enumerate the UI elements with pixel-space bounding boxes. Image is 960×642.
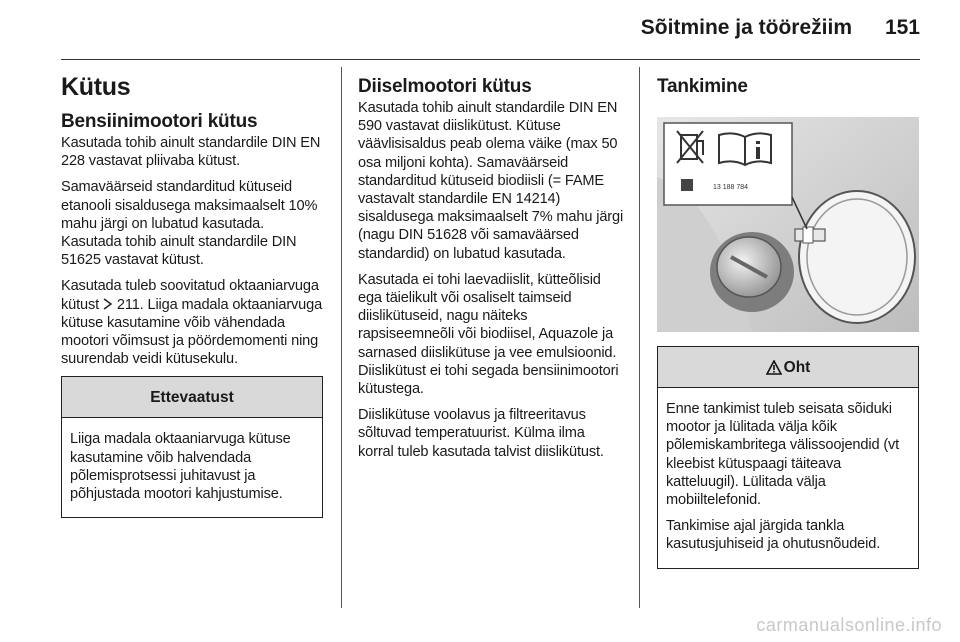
- warning-text: Enne tankimist tuleb seisata sõiduki mootor ja lülitada välja kõik põlemiskambritega välissoojendid (vt kleebist kütuspaagi täiteava katteluugil). Lülitada välja mobiiltelefonid.: [666, 401, 900, 509]
- caution-title: Ettevaatust: [62, 377, 322, 418]
- warning-box: [657, 346, 919, 569]
- paragraph-with-reference: [61, 277, 323, 368]
- column-3: [657, 64, 919, 569]
- paragraph-text: Kasutada tuleb soovitatud oktaaniarvuga kütust: [61, 278, 319, 313]
- running-header-title: Sõitmine ja töörežiim: [640, 16, 852, 39]
- paragraph: Kasutada ei tohi laevadiislit, kütteõlisid ega täielikult või osaliselt taimseid diislikütuseid, nagu näiteks rapsiseemneõli või biodiisel, Aquazole ja sarnased diislikütuse ja vee emulsioonid. Diislikütust ei tohi segada bensiinimootori kütustega.: [358, 271, 619, 398]
- section-title: Kütus: [61, 73, 131, 101]
- paragraph: Kasutada tohib ainult standardile DIN EN 228 vastavat pliivaba kütust.: [61, 135, 321, 170]
- column-1: [61, 64, 323, 518]
- page-reference-icon[interactable]: [103, 297, 113, 313]
- figure-label: 13 188 784: [713, 184, 749, 191]
- paragraph-text: 211. Liiga madala oktaaniarvuga kütuse kasutamine võib vähendada mootori võimsust ja pöördemomenti ning suurendab veidi kütusekulu.: [61, 296, 323, 368]
- warning-triangle-icon: [766, 350, 782, 391]
- subsection-title-petrol: Bensiinimootori kütus: [61, 111, 258, 132]
- page-number: 151: [884, 16, 920, 39]
- warning-title: Oht: [783, 359, 811, 376]
- header-rule: [61, 59, 920, 60]
- paragraph: Samaväärseid standarditud kütuseid etanooli sisaldusega maksimaalselt 10% mahu järgi on lubatud kasutada. Kasutada tohib ainult standardile DIN 51625 vastavat kütust.: [61, 179, 318, 269]
- warning-header: [658, 347, 918, 388]
- warning-text: Tankimise ajal järgida tankla kasutusjuhiseid ja ohutusnõudeid.: [666, 518, 881, 553]
- fuel-filler-flap-illustration: [657, 117, 919, 332]
- subsection-title-refuelling: Tankimine: [657, 76, 748, 97]
- paragraph: Diislikütuse voolavus ja filtreeritavus sõltuvad temperatuurist. Külma ilma korral tuleb kasutada talvist diislikütust.: [358, 407, 604, 460]
- watermark: carmanualsonline.info: [756, 615, 942, 635]
- column-2: [358, 64, 624, 469]
- fuel-flap-drawing: [657, 117, 919, 332]
- caution-text: Liiga madala oktaaniarvuga kütuse kasutamine võib halvendada põlemisprotsessi juhitavust ja põhjustada mootori kahjustumise.: [70, 431, 291, 503]
- paragraph: Kasutada tohib ainult standardile DIN EN 590 vastavat diislikütust. Kütuse väävlisisaldus peab olema väike (max 50 osa miljoni kohta). Samaväärseid standarditud kütuseid biodiisli (= FAME vastavalt standardile EN 14214) sisaldusega maksimaalselt 7% mahu järgi (nagu DIN 51628 või samaväärsed standardid) on lubatud kasutada.: [358, 100, 624, 262]
- column-divider-1: [341, 67, 342, 608]
- column-divider-2: [639, 67, 640, 608]
- subsection-title-diesel: Diiselmootori kütus: [358, 76, 532, 97]
- caution-box: [61, 376, 323, 518]
